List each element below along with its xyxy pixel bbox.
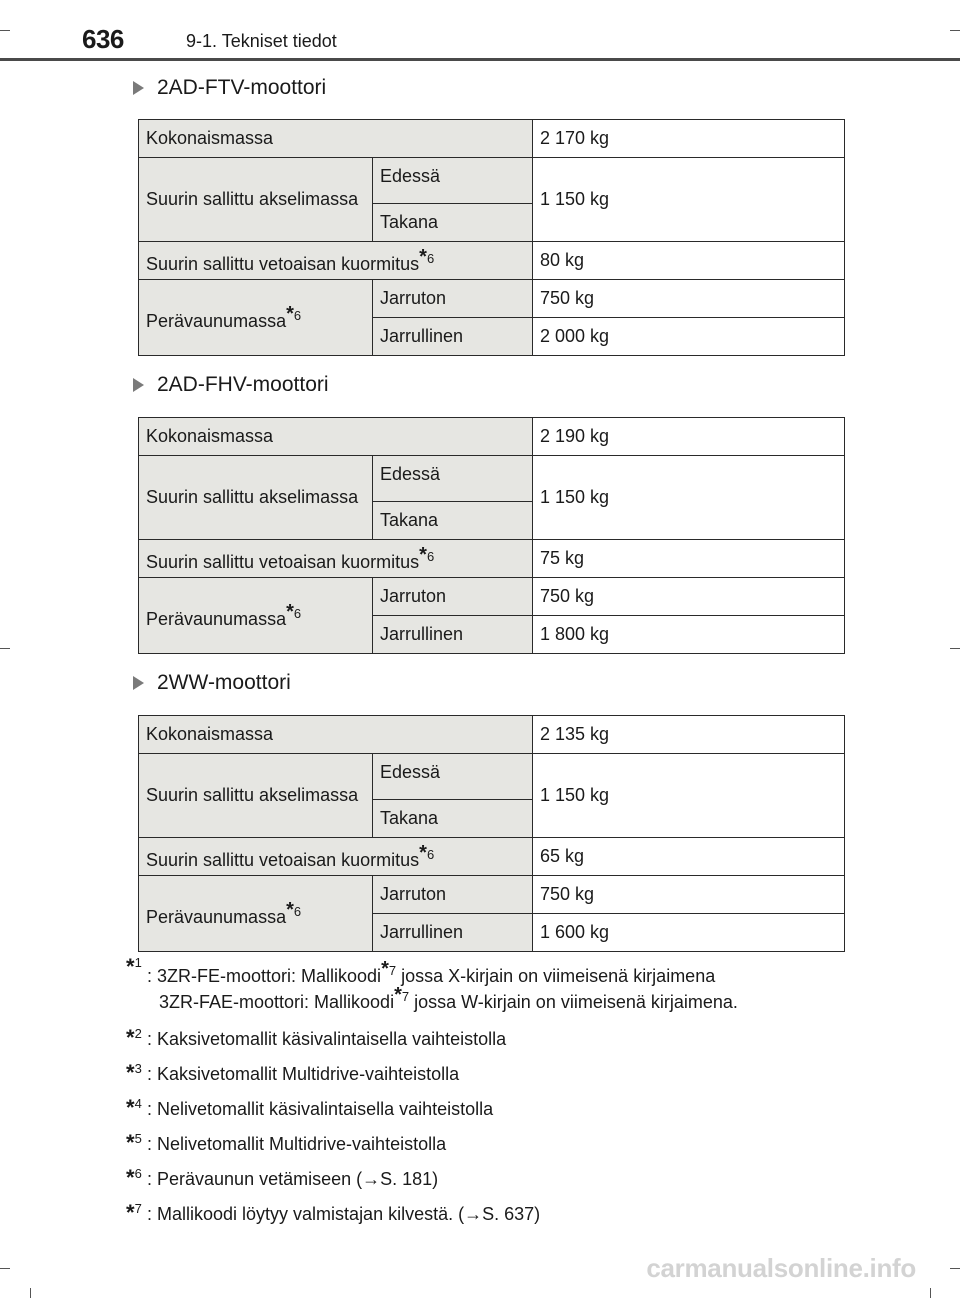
front-label: Edessä (373, 754, 533, 800)
watermark-link[interactable]: carmanualsonline.info (646, 1253, 916, 1283)
table-row (139, 838, 845, 876)
unbraked-value: 750 kg (533, 578, 845, 616)
table-row (139, 578, 845, 616)
braked-label: Jarrullinen (373, 616, 533, 654)
header-rule (0, 58, 960, 61)
axle-mass-value: 1 150 kg (533, 456, 845, 540)
footnote-mark: *$^6$ (126, 1165, 142, 1190)
page-header (0, 22, 960, 62)
page-number: 636 (82, 24, 124, 54)
table-row (139, 716, 845, 754)
gross-mass-value: 2 135 kg (533, 716, 845, 754)
braked-label: Jarrullinen (373, 318, 533, 356)
footnote-mark: *$^5$ (126, 1130, 142, 1155)
table-row (139, 540, 845, 578)
crop-mark (30, 1288, 31, 1298)
section-title: 9-1. Tekniset tiedot (186, 31, 337, 51)
braked-value: 1 600 kg (533, 914, 845, 952)
table-row (139, 280, 845, 318)
unbraked-label: Jarruton (373, 578, 533, 616)
footnote-text-line2: 3ZR-FAE-moottori: Mallikoodi$^{*7}$ jossa W-kirjain on viimeisenä kirjaimena. (159, 984, 738, 1012)
footnote-text: : Nelivetomallit käsivalintaisella vaihteistolla (147, 1099, 494, 1119)
footnote-mark: *$^3$ (126, 1060, 142, 1085)
table-row (139, 120, 845, 158)
crop-mark (0, 648, 10, 649)
table-row (139, 876, 845, 914)
drawbar-load-value: 75 kg (533, 540, 845, 578)
axle-mass-label: Suurin sallittu akselimassa (139, 456, 373, 540)
trailer-mass-label: Perävaunumassa$^{*6}$ (139, 280, 373, 356)
bullet-arrow-icon (133, 81, 144, 95)
gross-mass-value: 2 190 kg (533, 418, 845, 456)
crop-mark (0, 1268, 10, 1269)
footnote-mark: *$^2$ (126, 1025, 142, 1050)
braked-value: 2 000 kg (533, 318, 845, 356)
engine-heading (133, 76, 326, 100)
gross-mass-label: Kokonaismassa (139, 418, 533, 456)
engine-heading (133, 671, 291, 695)
front-label: Edessä (373, 158, 533, 204)
table-row (139, 158, 845, 204)
axle-mass-value: 1 150 kg (533, 158, 845, 242)
axle-mass-label: Suurin sallittu akselimassa (139, 754, 373, 838)
rear-label: Takana (373, 502, 533, 540)
engine-heading-text: 2AD-FTV-moottori (157, 76, 327, 99)
weight-table (138, 715, 845, 952)
engine-heading-text: 2WW-moottori (157, 671, 291, 694)
trailer-mass-label: Perävaunumassa$^{*6}$ (139, 578, 373, 654)
unbraked-label: Jarruton (373, 876, 533, 914)
footnote-text: : Nelivetomallit Multidrive-vaihteistolla (147, 1134, 447, 1154)
drawbar-load-label: Suurin sallittu vetoaisan kuormitus$^{*6}$ (139, 838, 533, 876)
table-row (139, 754, 845, 800)
footnote-mark: *$^1$ (126, 954, 142, 979)
drawbar-load-label: Suurin sallittu vetoaisan kuormitus$^{*6}$ (139, 242, 533, 280)
footnote-text: : 3ZR-FE-moottori: Mallikoodi$^{*7}$ jossa X-kirjain on viimeisenä kirjaimena (147, 958, 716, 986)
weight-table (138, 119, 845, 356)
bullet-arrow-icon (133, 378, 144, 392)
unbraked-label: Jarruton (373, 280, 533, 318)
crop-mark (930, 1288, 931, 1298)
gross-mass-label: Kokonaismassa (139, 716, 533, 754)
footnote-text: : Mallikoodi löytyy valmistajan kilvestä. (→S. 637) (147, 1204, 541, 1224)
footnote-text: : Kaksivetomallit Multidrive-vaihteistolla (147, 1064, 460, 1084)
engine-heading-text: 2AD-FHV-moottori (157, 373, 329, 396)
axle-mass-value: 1 150 kg (533, 754, 845, 838)
table-row (139, 242, 845, 280)
front-label: Edessä (373, 456, 533, 502)
unbraked-value: 750 kg (533, 876, 845, 914)
footnote-mark: *$^7$ (126, 1200, 142, 1225)
table-row (139, 456, 845, 502)
rear-label: Takana (373, 800, 533, 838)
axle-mass-label: Suurin sallittu akselimassa (139, 158, 373, 242)
gross-mass-value: 2 170 kg (533, 120, 845, 158)
rear-label: Takana (373, 204, 533, 242)
bullet-arrow-icon (133, 676, 144, 690)
drawbar-load-value: 80 kg (533, 242, 845, 280)
braked-value: 1 800 kg (533, 616, 845, 654)
trailer-mass-label: Perävaunumassa$^{*6}$ (139, 876, 373, 952)
crop-mark (950, 1268, 960, 1269)
crop-mark (950, 648, 960, 649)
table-row (139, 418, 845, 456)
gross-mass-label: Kokonaismassa (139, 120, 533, 158)
footnote-text: : Perävaunun vetämiseen (→S. 181) (147, 1169, 439, 1189)
footnote-text: : Kaksivetomallit käsivalintaisella vaihteistolla (147, 1029, 507, 1049)
engine-heading (133, 373, 329, 397)
braked-label: Jarrullinen (373, 914, 533, 952)
unbraked-value: 750 kg (533, 280, 845, 318)
drawbar-load-value: 65 kg (533, 838, 845, 876)
weight-table (138, 417, 845, 654)
footnote-mark: *$^4$ (126, 1095, 142, 1120)
drawbar-load-label: Suurin sallittu vetoaisan kuormitus$^{*6}$ (139, 540, 533, 578)
